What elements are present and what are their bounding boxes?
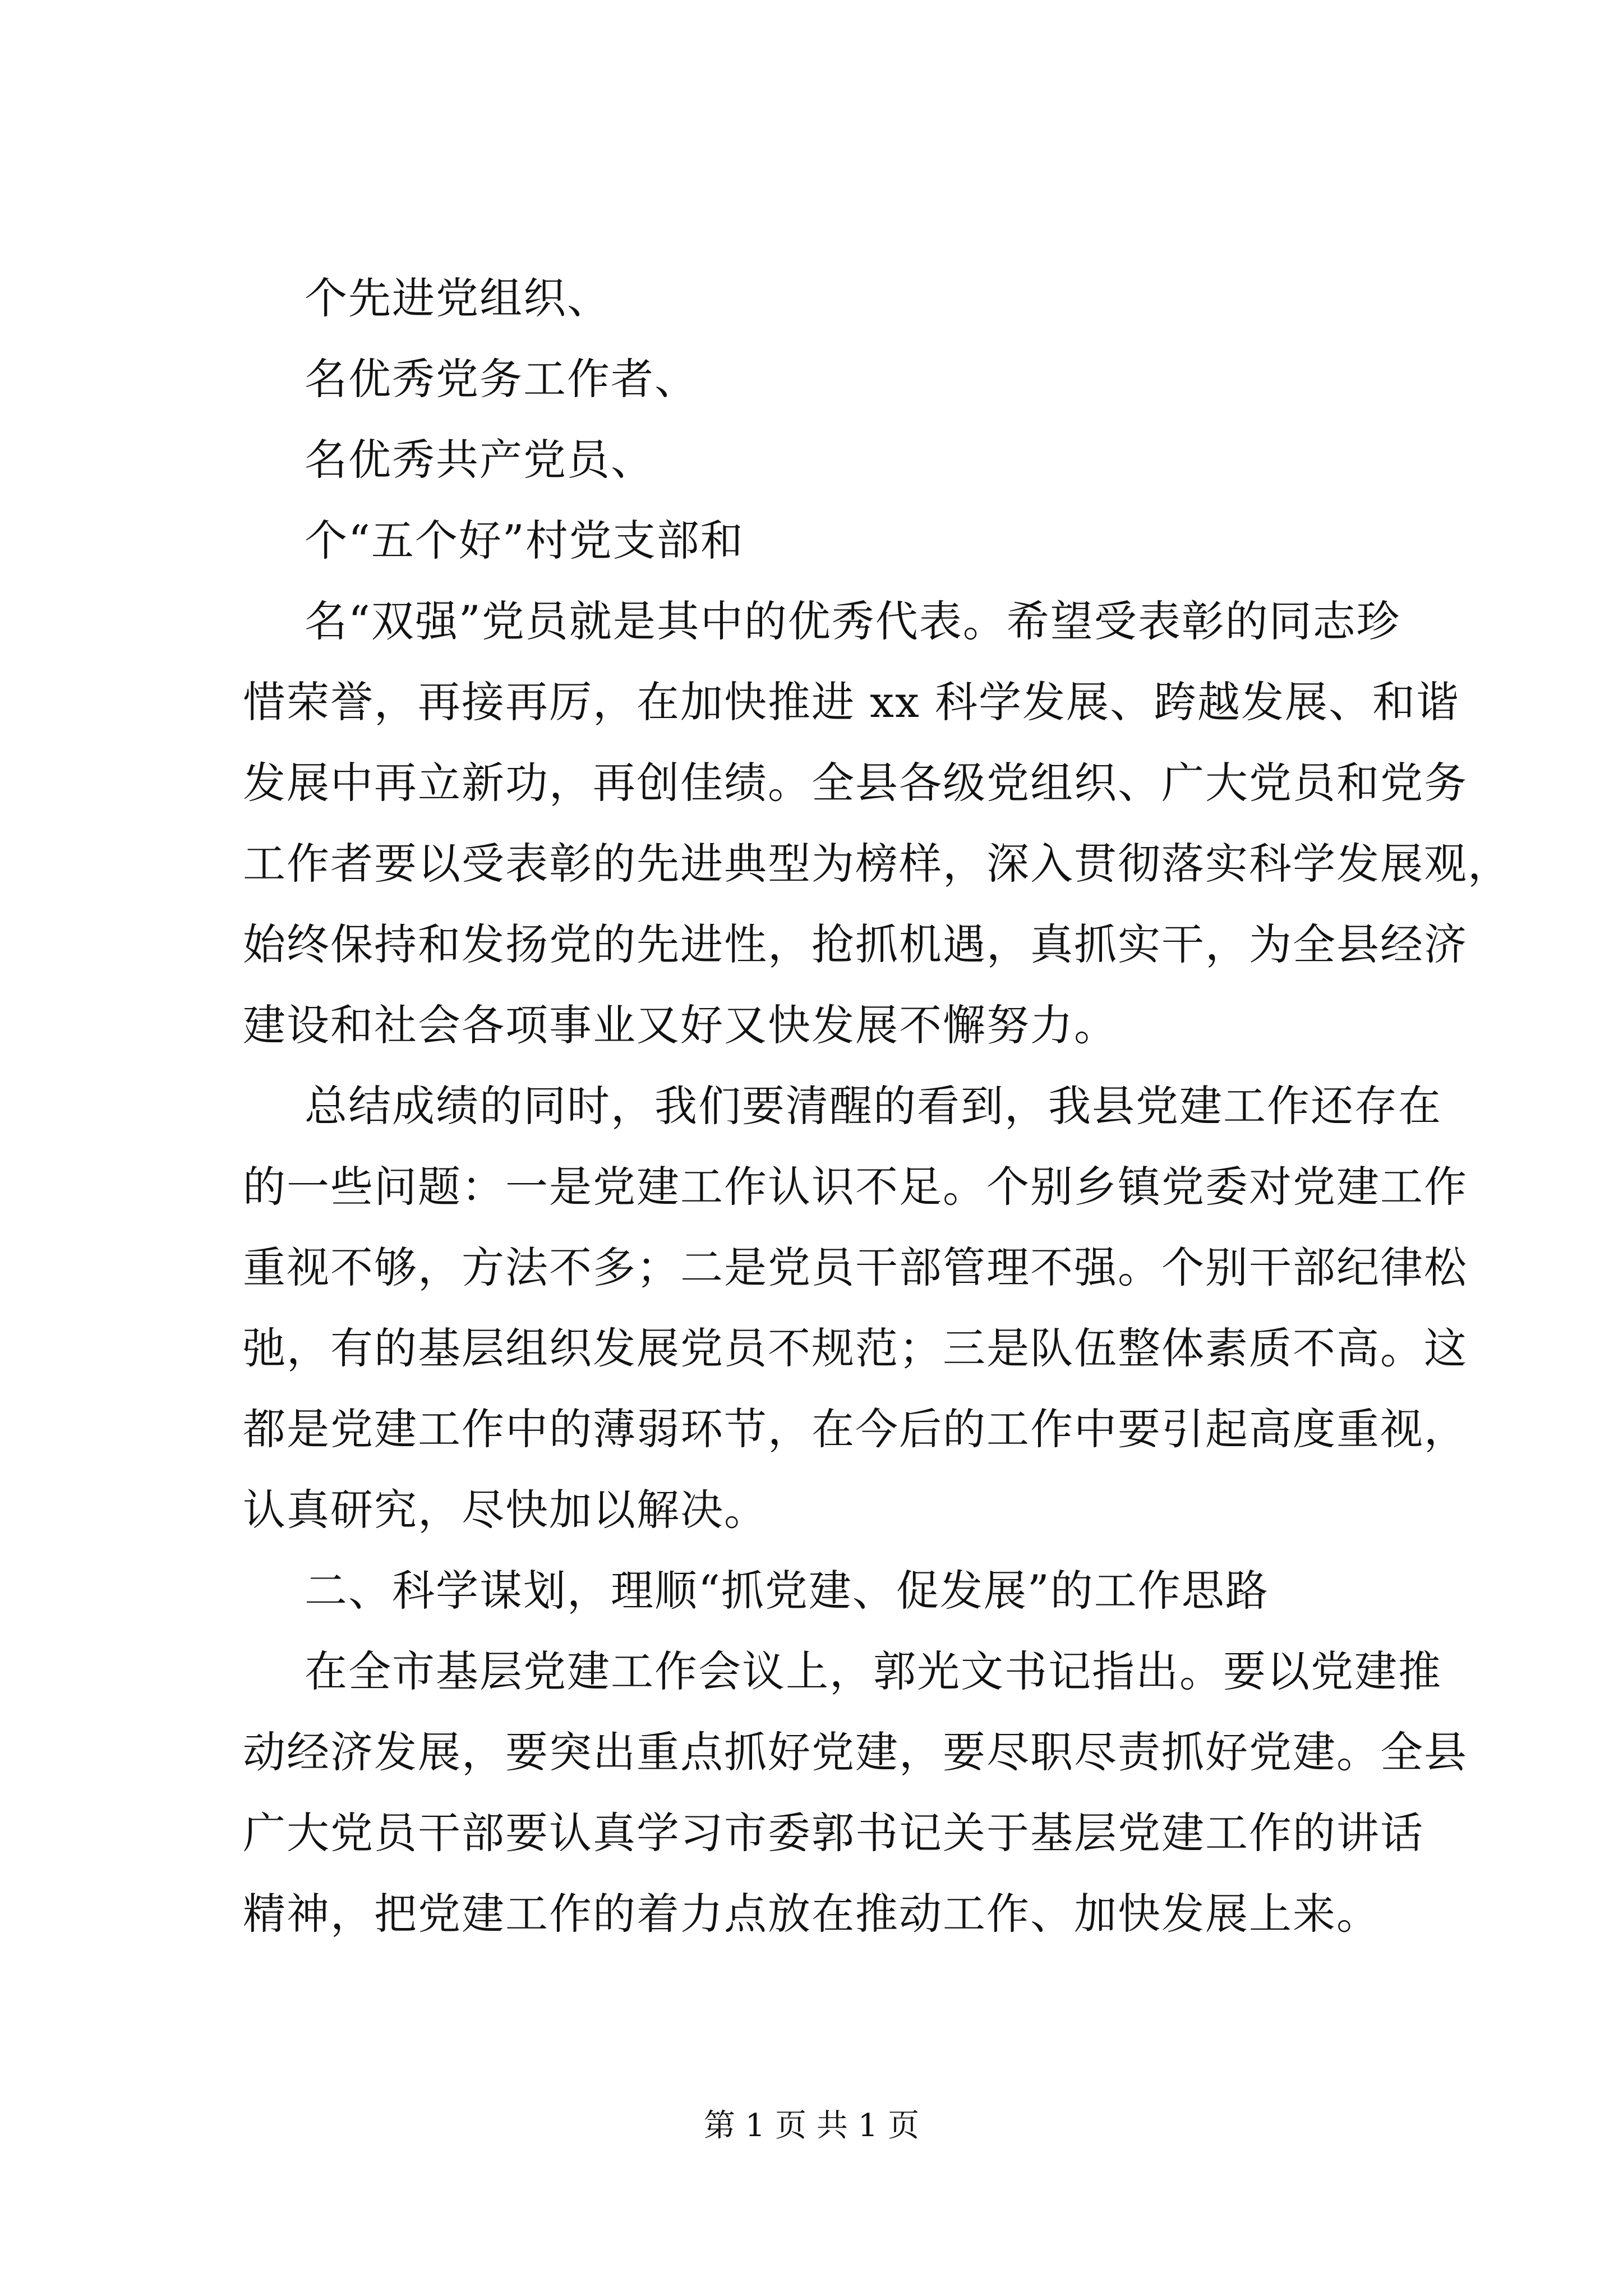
text-line: 广大党员干部要认真学习市委郭书记关于基层党建工作的讲话: [243, 1808, 1424, 1858]
text-line: 惜荣誉，再接再厉，在加快推进 xx 科学发展、跨越发展、和谐: [243, 677, 1460, 727]
text-line: 名优秀共产党员、: [305, 435, 654, 485]
text-line: 个“五个好”村党支部和: [305, 516, 744, 565]
text-line: 工作者要以受表彰的先进典型为榜样，深入贯彻落实科学发展观，: [243, 839, 1511, 889]
text-line: 始终保持和发扬党的先进性，抢抓机遇，真抓实干，为全县经济: [243, 919, 1468, 969]
text-line: 的一些问题：一是党建工作认识不足。个别乡镇党委对党建工作: [243, 1162, 1468, 1212]
text-line: 总结成绩的同时，我们要清醒的看到，我县党建工作还存在: [305, 1081, 1442, 1131]
text-line: 发展中再立新功，再创佳绩。全县各级党组织、广大党员和党务: [243, 758, 1468, 808]
text-line: 个先进党组织、: [305, 273, 611, 323]
text-line: 精神，把党建工作的着力点放在推动工作、加快发展上来。: [243, 1889, 1380, 1939]
document-body: [243, 258, 1511, 1954]
text-line: 名优秀党务工作者、: [305, 354, 698, 404]
text-line: 重视不够，方法不多；二是党员干部管理不强。个别干部纪律松: [243, 1243, 1468, 1292]
text-line: 建设和社会各项事业又好又快发展不懈努力。: [243, 1000, 1118, 1050]
page-footer: 第 1 页 共 1 页: [703, 2108, 920, 2144]
text-line: 名“双强”党员就是其中的优秀代表。希望受表彰的同志珍: [305, 596, 1400, 646]
section-heading: 二、科学谋划，理顺“抓党建、促发展”的工作思路: [305, 1566, 1269, 1616]
text-line: 弛，有的基层组织发展党员不规范；三是队伍整体素质不高。这: [243, 1323, 1468, 1373]
text-line: 动经济发展，要突出重点抓好党建，要尽职尽责抓好党建。全县: [243, 1727, 1468, 1777]
text-line: 在全市基层党建工作会议上，郭光文书记指出。要以党建推: [305, 1646, 1442, 1696]
text-line: 认真研究，尽快加以解决。: [243, 1485, 768, 1535]
text-line: 都是党建工作中的薄弱环节，在今后的工作中要引起高度重视，: [243, 1404, 1468, 1454]
